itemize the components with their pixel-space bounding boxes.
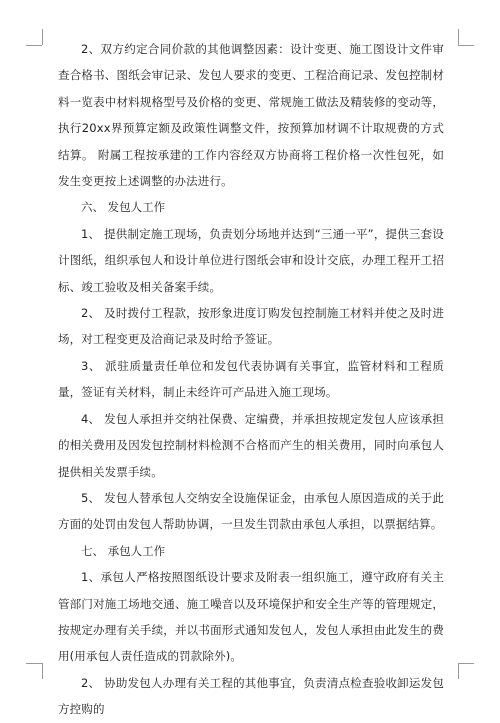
document-body [58,36,444,723]
section-heading-contractor-work: 七、 承包人工作 [81,543,166,558]
paragraph-employer-item-2: 2、 及时拨付工程款，按形象进度订购发包控制施工材料并使之及时进场，对工程变更及洽商记录及时给予签证。 [58,306,444,347]
crop-mark-bottom-left-h [26,663,42,664]
paragraph-employer-item-4: 4、 发包人承担并交纳社保费、定编费，并承担按规定发包人应该承担的相关费用及因发包控制材料检测不合格而产生的相关费用，同时向承包人提供相关发票手续。 [58,411,444,479]
paragraph-employer-item-5: 5、 发包人替承包人交纳安全设施保证金，由承包人原因造成的关于此方面的处罚由发包人帮助协调，一旦发生罚款由承包人承担，以票据结算。 [58,490,444,532]
crop-mark-top-right-h [458,45,474,46]
paragraph-contractor-item-1: 1、承包人严格按照图纸设计要求及附表一组织施工，遵守政府有关主管部门对施工场地交通、施工噪音以及环境保护和安全生产等的管理规定，按规定办理有关手续，并以书面形式通知发包人，发包人承担由此发生的费用(用承包人责任造成的罚款除外)。 [58,570,444,664]
section-heading-employer-work: 六、 发包人工作 [81,200,166,215]
paragraph-contractor-item-2: 2、 协助发包人办理有关工程的其他事宜，负责清点检查验收卸运发包方控购的 [58,675,444,717]
crop-mark-bottom-right-v [458,663,459,679]
crop-mark-bottom-right-h [458,663,474,664]
paragraph-price-adjustment: 2、双方约定合同价款的其他调整因素：设计变更、施工图设计文件审查合格书、图纸会审记录、发包人要求的变更、工程洽商记录、发包控制材料一览表中材料规格型号及价格的变更、常规施工做法及精装修的变动等，执行20xx界预算定额及政策性调整文件，按预算加材调不计取规费的方式结算。 附属工程按承建的工作内容经双方协商将工程价格一次性包死，如发生变更按上述调整的办法进行。 [58,42,444,189]
paragraph-employer-item-3: 3、 派驻质量责任单位和发包代表协调有关事宜，监管材料和工程质量，签证有关材料，制止未经许可产品进入施工现场。 [58,358,444,400]
crop-mark-top-right-v [458,29,459,45]
paragraph-employer-item-1: 1、 提供制定施工现场，负责划分场地并达到“三通一平”，提供三套设计图纸，组织承包人和设计单位进行图纸会审和设计交底，办理工程开工招标、竣工验收及相关备案手续。 [58,226,444,294]
crop-mark-top-left-h [26,45,42,46]
crop-mark-top-left-v [42,29,43,45]
crop-mark-bottom-left-v [42,663,43,679]
